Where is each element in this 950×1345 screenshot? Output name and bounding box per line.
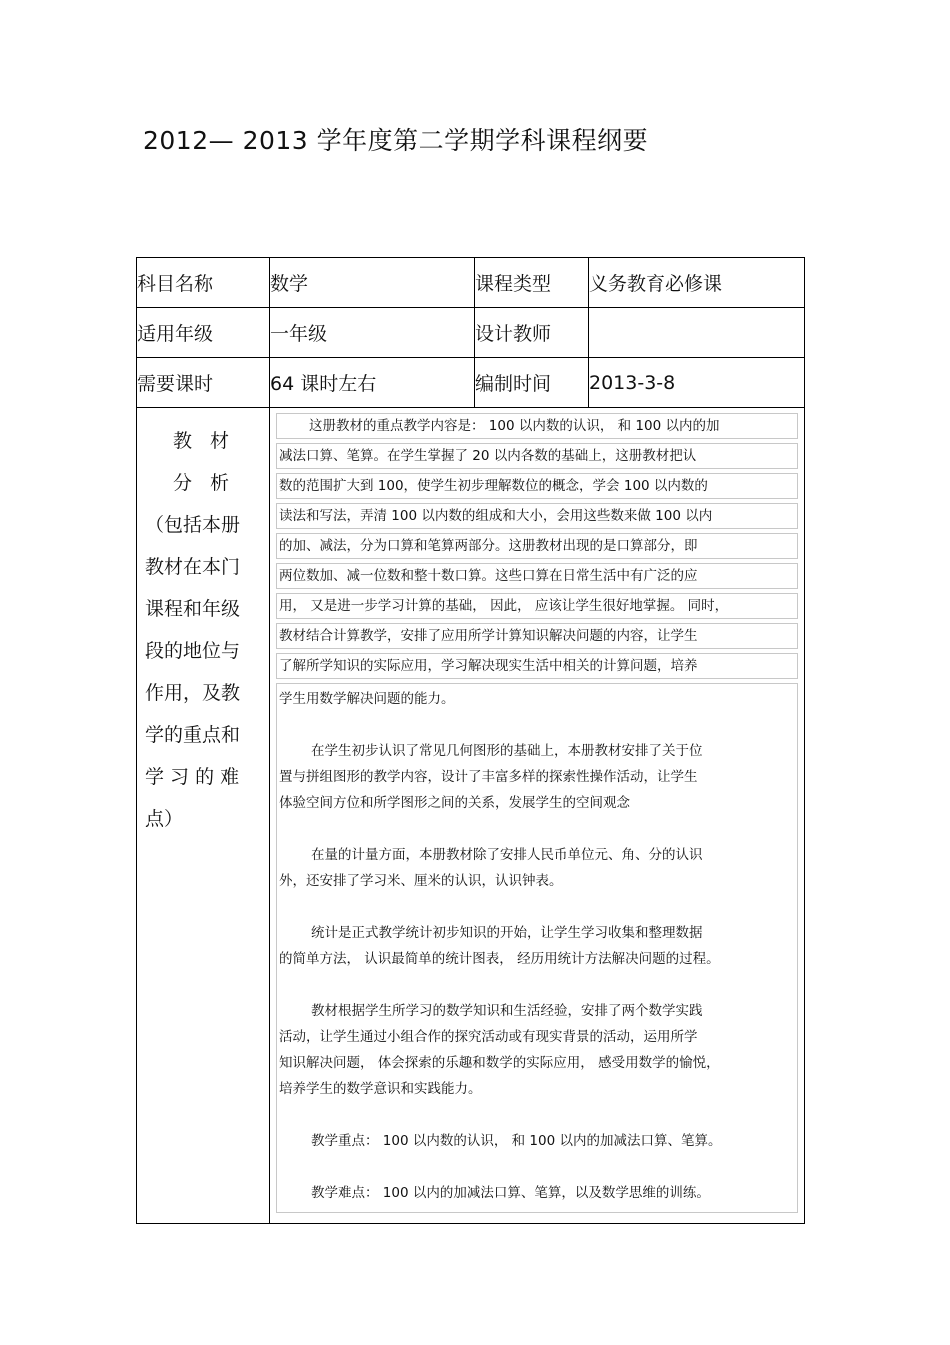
analysis-line: 读法和写法，弄清 100 以内数的组成和大小，会用这些数来做 100 以内 xyxy=(276,503,798,529)
difficult-point: 教学难点： 100 以内的加减法口算、笔算，以及数学思维的训练。 xyxy=(311,1185,710,1201)
analysis-label xyxy=(137,420,269,840)
subject-label: 科目名称 xyxy=(137,258,270,308)
analysis-label-line: 教 材 xyxy=(172,430,236,452)
analysis-label-line: 分 析 xyxy=(172,472,236,494)
table-row xyxy=(137,358,805,408)
analysis-line: 用， 又是进一步学习计算的基础， 因此， 应该让学生很好地掌握。 同时， xyxy=(276,593,798,619)
table-row xyxy=(137,408,805,1224)
paragraph-line: 教材根据学生所学习的数学知识和生活经验，安排了两个数学实践 xyxy=(311,1003,703,1019)
syllabus-table xyxy=(136,257,805,1224)
analysis-line: 了解所学知识的实际应用，学习解决现实生活中相关的计算问题，培养 xyxy=(276,653,798,679)
paragraph-line: 外，还安排了学习米、厘米的认识，认识钟表。 xyxy=(279,873,563,889)
paragraph-line: 的简单方法， 认识最简单的统计图表， 经历用统计方法解决问题的过程。 xyxy=(279,951,720,967)
analysis-content-cell xyxy=(270,408,805,1224)
date-label: 编制时间 xyxy=(475,358,589,408)
teacher-label: 设计教师 xyxy=(475,308,589,358)
analysis-label-line: 学的重点和 xyxy=(145,724,241,746)
paragraph-line: 学生用数学解决问题的能力。 xyxy=(279,691,455,707)
course-type-label: 课程类型 xyxy=(475,258,589,308)
analysis-text-box xyxy=(276,683,798,1213)
analysis-line: 教材结合计算教学，安排了应用所学计算知识解决问题的内容，让学生 xyxy=(276,623,798,649)
paragraph-line: 培养学生的数学意识和实践能力。 xyxy=(279,1081,482,1097)
analysis-label-cell xyxy=(137,408,270,1224)
paragraph-line: 在量的计量方面，本册教材除了安排人民币单位元、角、分的认识 xyxy=(311,847,703,863)
paragraph-line: 体验空间方位和所学图形之间的关系，发展学生的空间观念 xyxy=(279,795,630,811)
analysis-label-line: 教材在本门 xyxy=(145,556,241,578)
grade-label: 适用年级 xyxy=(137,308,270,358)
analysis-label-line: 作用，及教 xyxy=(145,682,241,704)
analysis-label-line: 课程和年级 xyxy=(145,598,241,620)
paragraph-line: 置与拼组图形的教学内容，设计了丰富多样的探索性操作活动，让学生 xyxy=(279,769,698,785)
paragraph-line: 活动，让学生通过小组合作的探究活动或有现实背景的活动，运用所学 xyxy=(279,1029,698,1045)
analysis-line: 数的范围扩大到 100，使学生初步理解数位的概念，学会 100 以内数的 xyxy=(276,473,798,499)
teacher-value xyxy=(589,308,805,358)
analysis-line: 两位数加、减一位数和整十数口算。这些口算在日常生活中有广泛的应 xyxy=(276,563,798,589)
grade-value: 一年级 xyxy=(270,308,475,358)
table-row xyxy=(137,258,805,308)
paragraph-line: 在学生初步认识了常见几何图形的基础上，本册教材安排了关于位 xyxy=(311,743,703,759)
analysis-line: 减法口算、笔算。在学生掌握了 20 以内各数的基础上，这册教材把认 xyxy=(276,443,798,469)
paragraph-line: 统计是正式教学统计初步知识的开始，让学生学习收集和整理数据 xyxy=(311,925,703,941)
analysis-label-line: 段的地位与 xyxy=(145,640,241,662)
table-row xyxy=(137,308,805,358)
analysis-label-line: 学 习 的 难 xyxy=(145,766,240,788)
document-title: 2012— 2013 学年度第二学期学科课程纲要 xyxy=(143,126,649,155)
hours-value: 64 课时左右 xyxy=(270,358,475,408)
subject-value: 数学 xyxy=(270,258,475,308)
course-type-value: 义务教育必修课 xyxy=(589,258,805,308)
key-point: 教学重点： 100 以内数的认识， 和 100 以内的加减法口算、笔算。 xyxy=(311,1133,722,1149)
analysis-label-line: 点） xyxy=(145,808,184,830)
analysis-line: 这册教材的重点教学内容是： 100 以内数的认识， 和 100 以内的加 xyxy=(276,413,798,439)
hours-label: 需要课时 xyxy=(137,358,270,408)
analysis-label-line: （包括本册 xyxy=(145,514,241,536)
analysis-line: 的加、减法，分为口算和笔算两部分。这册教材出现的是口算部分，即 xyxy=(276,533,798,559)
date-value: 2013-3-8 xyxy=(589,358,805,408)
paragraph-line: 知识解决问题， 体会探索的乐趣和数学的实际应用， 感受用数学的愉悦， xyxy=(279,1055,720,1071)
